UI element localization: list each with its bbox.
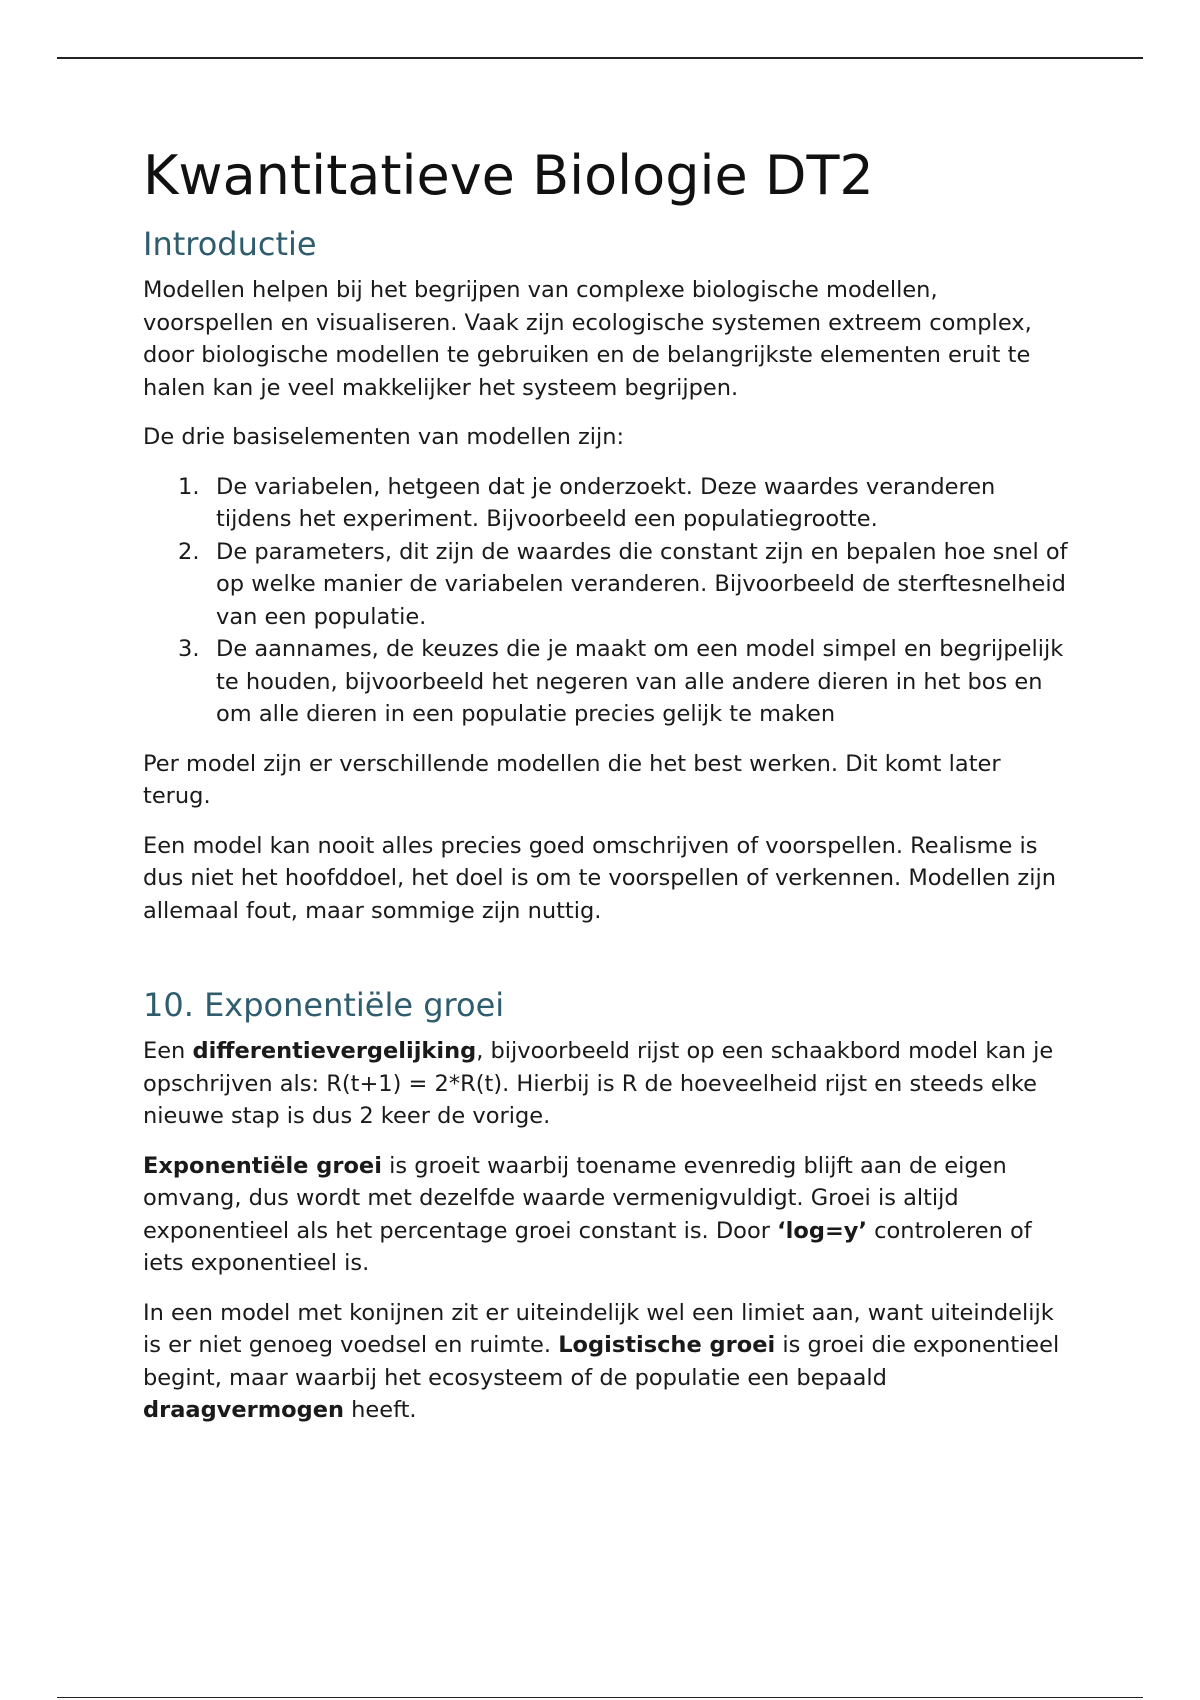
basic-elements-list [143,471,1073,731]
term-log-y: ‘log=y’ [777,1217,868,1244]
text-run: heeft. [343,1397,417,1423]
list-number: 1. [178,473,200,500]
list-text: De variabelen, hetgeen dat je onderzoekt. Deze waardes veranderen tijdens het experiment. Bijvoorbeeld een populatiegrootte. [216,473,996,532]
list-number: 2. [178,538,200,565]
footer-rule [57,1697,1143,1698]
section10-paragraph-3 [143,1297,1073,1427]
text-run: is groei die exponentieel begint, maar waarbij het ecosysteem of de populatie een bepaald [143,1332,1060,1391]
term-logistische-groei: Logistische groei [558,1332,776,1358]
list-item [143,536,1073,634]
text-run: is groeit waarbij toename evenredig blijft aan de eigen omvang, dus wordt met dezelfde waarde vermenigvuldigt. Groei is altijd exponentieel als het percentage groei constant is. Door [143,1152,1007,1244]
text-run: Een [143,1038,193,1064]
text-run: controleren of iets exponentieel is. [143,1217,1032,1276]
heading-introductie: Introductie [143,225,317,263]
intro-paragraph-4: Een model kan nooit alles precies goed omschrijven of voorspellen. Realisme is dus niet het hoofddoel, het doel is om te voorspellen of verkennen. Modellen zijn allemaal fout, maar sommige zijn nuttig. [143,832,1056,924]
list-number: 3. [178,636,200,662]
term-differentievergelijking: differentievergelijking [192,1038,477,1064]
intro-paragraph-1: Modellen helpen bij het begrijpen van complexe biologische modellen, voorspellen en visualiseren. Vaak zijn ecologische systemen extreem complex, door biologische modellen te gebruiken en de belangrijkste elementen eruit te halen kan je veel makkelijker het systeem begrijpen. [143,277,1032,401]
heading-exponentiele-groei: 10. Exponentiële groei [143,986,505,1024]
section10-paragraph-1 [143,1035,1073,1133]
intro-paragraph-3: Per model zijn er verschillende modellen die het best werken. Dit komt later terug. [143,750,1001,809]
intro-paragraph-2: De drie basiselementen van modellen zijn: [143,424,625,450]
list-text: De parameters, dit zijn de waardes die constant zijn en bepalen hoe snel of op welke manier de variabelen veranderen. Bijvoorbeeld de sterftesnelheid van een populatie. [216,538,1068,630]
section10-paragraph-2 [143,1150,1073,1280]
list-text: De aannames, de keuzes die je maakt om een model simpel en begrijpelijk te houden, bijvoorbeeld het negeren van alle andere dieren in het bos en om alle dieren in een populatie precies gelijk te maken [216,636,1064,727]
term-draagvermogen: draagvermogen [143,1397,344,1423]
document-body [143,140,1073,1427]
term-exponentiele-groei: Exponentiële groei [143,1152,382,1179]
header-rule [57,57,1143,59]
text-run: , bijvoorbeeld rijst op een schaakbord model kan je opschrijven als: R(t+1) = 2*R(t). Hierbij is R de hoeveelheid rijst en steeds elke nieuwe stap is dus 2 keer de vorige. [143,1038,1054,1129]
document-title: Kwantitatieve Biologie DT2 [143,144,874,207]
text-run: In een model met konijnen zit er uiteindelijk wel een limiet aan, want uiteindelijk is er niet genoeg voedsel en ruimte. [143,1299,1054,1358]
list-item [143,471,1073,536]
list-item [143,633,1073,731]
